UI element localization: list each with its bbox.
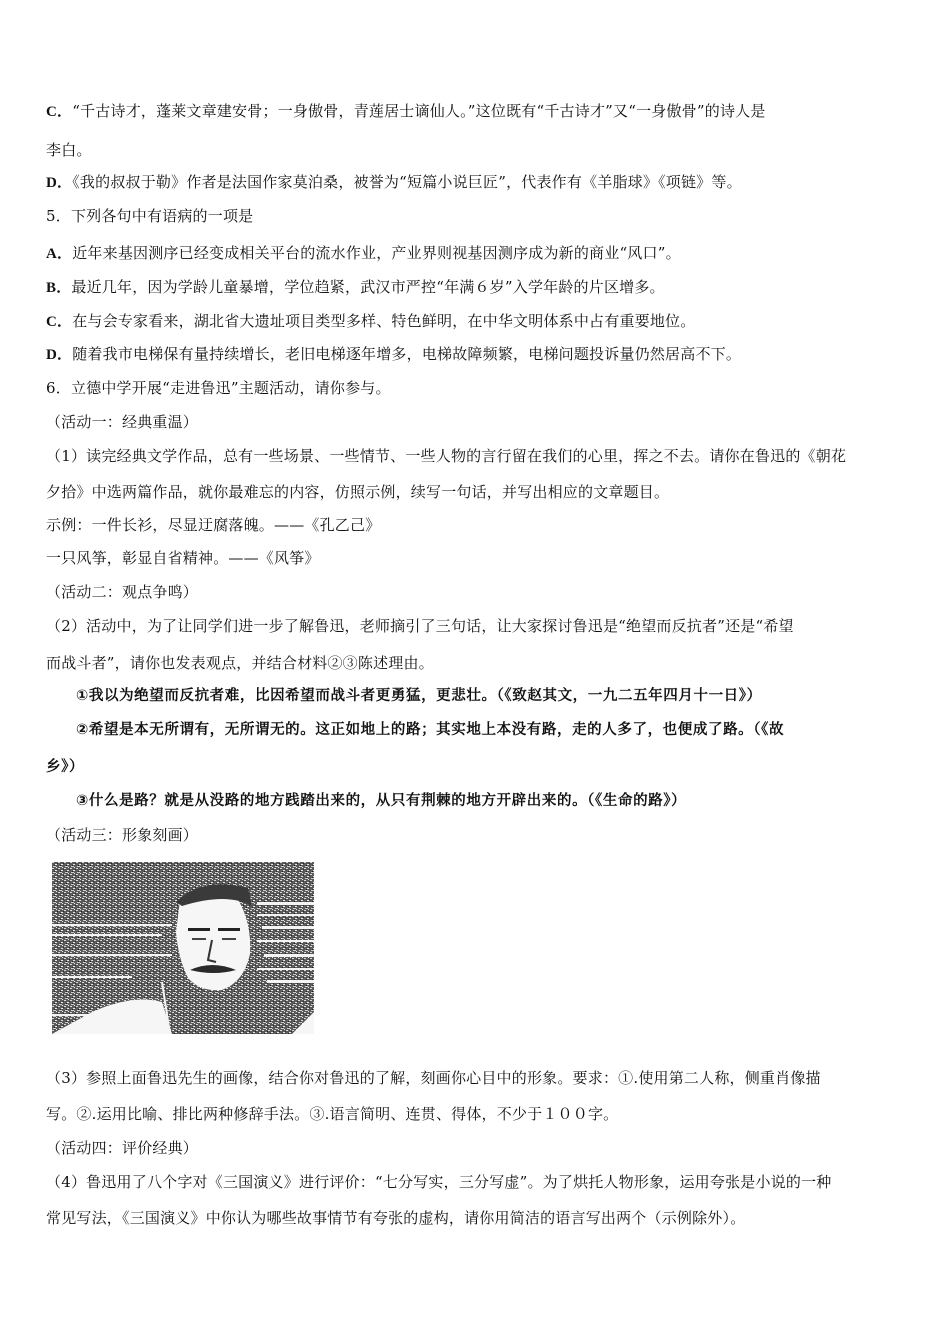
activity4-title: （活动四：评价经典） (46, 1139, 199, 1157)
option-label: A． (46, 246, 73, 262)
q4-option-d (46, 172, 906, 193)
option-label: C． (46, 314, 73, 330)
activity2-task-line2: 而战斗者”，请你也发表观点，并结合材料②③陈述理由。 (46, 654, 434, 672)
activity1-task-line1: （1）读完经典文学作品，总有一些场景、一些情节、一些人物的言行留在我们的心里，挥之不去。请你在鲁迅的《朝花 (46, 447, 847, 465)
q5-option-a (46, 243, 906, 264)
option-label: C． (46, 104, 73, 120)
quote-2-line2: 乡》） (46, 759, 85, 775)
activity1-task-line2: 夕拾》中选两篇作品，就你最难忘的内容，仿照示例，续写一句话，并写出相应的文章题目。 (46, 483, 670, 501)
activity1-example-line1: 示例：一件长衫，尽显迂腐落魄。——《孔乙己》 (46, 516, 381, 534)
q4-option-c-line2: 李白。 (46, 141, 92, 159)
option-text: 在与会专家看来，湖北省大遗址项目类型多样、特色鲜明，在中华文明体系中占有重要地位。 (72, 312, 696, 330)
q5-option-d (46, 344, 906, 365)
option-text: 《我的叔叔于勒》作者是法国作家莫泊桑，被誉为“短篇小说巨匠”，代表作有《羊脂球》《项链》等。 (72, 173, 742, 191)
activity2-task-line1: （2）活动中，为了让同学们进一步了解鲁迅，老师摘引了三句话，让大家探讨鲁迅是“绝望而反抗者”还是“希望 (46, 617, 794, 635)
activity4-task-line2: 常见写法，《三国演义》中你认为哪些故事情节有夸张的虚构，请你用简洁的语言写出两个（示例除外）。 (46, 1209, 746, 1227)
q5-stem: 5．下列各句中有语病的一项是 (46, 207, 254, 225)
lu-xun-woodcut-portrait (52, 862, 314, 1034)
activity3-task-line1: （3）参照上面鲁迅先生的画像，结合你对鲁迅的了解，刻画你心目中的形象。要求：①.使用第二人称，侧重肖像描 (46, 1069, 821, 1087)
activity4-task-line1: （4）鲁迅用了八个字对《三国演义》进行评价：“七分写实，三分写虚”。为了烘托人物形象，运用夸张是小说的一种 (46, 1173, 832, 1191)
q4-option-c-line1 (46, 101, 906, 122)
option-text: 近年来基因测序已经变成相关平台的流水作业，产业界则视基因测序成为新的商业“风口”。 (72, 244, 681, 262)
option-label: B． (46, 280, 72, 296)
quote-2-line1: ②希望是本无所谓有，无所谓无的。这正如地上的路；其实地上本没有路，走的人多了，也便成了路。（《故 (76, 722, 785, 738)
q5-option-c (46, 311, 906, 332)
activity3-task-line2: 写。②.运用比喻、排比两种修辞手法。③.语言简明、连贯、得体，不少于１００字。 (46, 1105, 619, 1123)
activity2-title: （活动二：观点争鸣） (46, 583, 199, 601)
option-label: D． (46, 347, 73, 363)
activity3-title: （活动三：形象刻画） (46, 826, 199, 844)
quote-3: ③什么是路？就是从没路的地方践踏出来的，从只有荆棘的地方开辟出来的。（《生命的路》） (76, 793, 687, 809)
q5-option-b (46, 277, 906, 298)
q6-stem: 6．立德中学开展“走进鲁迅”主题活动，请你参与。 (46, 379, 391, 397)
option-text: 最近几年，因为学龄儿童暴增，学位趋紧，武汉市严控“年满６岁”入学年龄的片区增多。 (71, 278, 665, 296)
option-text: “千古诗才，蓬莱文章建安骨；一身傲骨，青莲居士谪仙人。”这位既有“千古诗才”又“一身傲骨”的诗人是 (72, 102, 766, 120)
option-text: 随着我市电梯保有量持续增长，老旧电梯逐年增多，电梯故障频繁，电梯问题投诉量仍然居高不下。 (72, 345, 742, 363)
quote-1: ①我以为绝望而反抗者难，比因希望而战斗者更勇猛，更悲壮。（《致赵其文，一九二五年四月十一日》） (76, 688, 762, 704)
activity1-title: （活动一：经典重温） (46, 413, 199, 431)
option-label: D． (46, 175, 73, 191)
activity1-example-line2: 一只风筝，彰显自省精神。——《风筝》 (46, 549, 320, 567)
